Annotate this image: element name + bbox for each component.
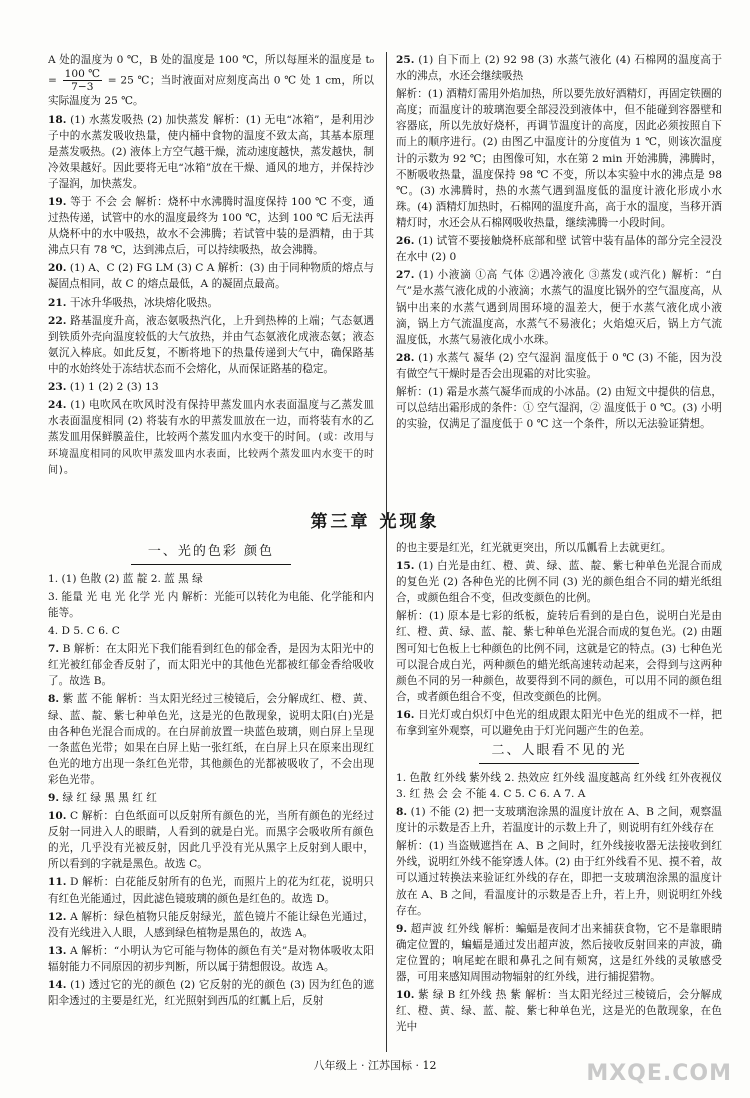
answer-number: 24. [48, 399, 67, 412]
handwritten-note: (或汽化) [622, 270, 668, 282]
answer-22 [48, 313, 374, 377]
answer-8 [396, 804, 722, 836]
answer-number: 10. [396, 989, 415, 1002]
answer-number: 27. [396, 269, 415, 282]
answer-line-3: 3. 能量 光 电 光 化学 光 内 解析：光能可以转化为电能、化学能和内能等。 [48, 590, 374, 619]
answer-24 [48, 397, 374, 478]
fraction-denominator: 7−3 [71, 81, 94, 94]
answer-9 [48, 790, 374, 806]
column-divider [386, 52, 387, 1052]
answer-text: D 解析：白花能反射所有的色光，而照片上的花为红花，说明只有红色光能通过，因此滤色镜玻璃的颜色是红色的。故选 D。 [48, 876, 374, 905]
answer-15 [396, 558, 722, 606]
answer-text: C 解析：白色纸面可以反射所有颜色的光，当所有颜色的光经过反射一同进入人的眼睛，人看到的就是白光。而黑字会吸收所有颜色的光，几乎没有光被反射，因此几乎没有光从黑字上反射到人眼中，所以看到的字就是黑色。故选 C。 [48, 810, 374, 871]
section-underline [479, 763, 639, 764]
answer-number: 28. [396, 351, 415, 364]
section-underline [131, 564, 291, 565]
answer-13 [48, 943, 374, 975]
answer-10 [396, 987, 722, 1035]
fraction-numerator: 100 ℃ [64, 68, 101, 81]
answer-21 [48, 295, 374, 311]
answer-number: 10. [48, 810, 67, 823]
answer-text: 绿 红 绿 黑 黑 红 红 [62, 791, 157, 804]
handwritten-note: (或：改用与环境温度相同的风吹甲蒸发皿内水表面，比较两个蒸发皿内水变干的时间)。 [48, 432, 374, 476]
answer-text: A 解析：“小明认为它可能与物体的颜色有关”是对物体吸收太阳辐射能力不同原因的初步判断，所以属于猜想假设。故选 A。 [48, 944, 374, 973]
answer-number: 26. [396, 235, 415, 248]
answer-8-analysis: 解析：(1) 当盗贼遮挡在 A、B 之间时，红外线接收器无法接收到红外线，说明红外线不能穿透人体。(2) 由于红外线看不见、摸不着，故可以通过转换法来验证红外线的存在，即把一支玻璃泡涂黑的温度计放在 A、B 之间，看温度计的示数是否上升，若上升，则说明红外线存在。 [396, 840, 722, 917]
answer-number: 7. [48, 643, 60, 656]
answer-28-analysis: 解析：(1) 霜是水蒸气凝华而成的小冰晶。(2) 由短文中提供的信息，可以总结出霜形成的条件：① 空气湿润，② 温度低于 0 ℃。(3) 小明的实验，仅满足了温度低于 0 ℃ 这一个条件，所以无法验证猜想。 [396, 385, 722, 431]
section-heading-text: 二、人眼看不见的光 [491, 743, 627, 759]
answer-text: (1) 水蒸发吸热 (2) 加快蒸发 解析：(1) 无电“冰箱”，是利用沙子中的水蒸发吸收热量，使内桶中食物的温度不致太高，其基本原理是蒸发吸热。(2) 液体上方空气越干燥，流动速度越快，蒸发越快，制冷效果越好。因此要将无电“冰箱”放在干燥、通风的地方，并保持沙子湿润，加快蒸发。 [48, 113, 374, 190]
answer-11 [48, 874, 374, 906]
answer-16 [396, 707, 722, 739]
answer-number: 11. [48, 876, 67, 889]
answer-number: 9. [48, 791, 60, 804]
answer-8 [48, 691, 374, 788]
answer-7 [48, 641, 374, 689]
answer-text: (1) 白光是由红、橙、黄、绿、蓝、靛、紫七种单色光混合而成的复色光 (2) 各种色光的比例不同 (3) 光的颜色组合不同的蜡光纸组合，或颜色组合不变，但改变颜色的比例。 [396, 560, 722, 605]
answer-number: 9. [396, 922, 408, 935]
answer-number: 20. [48, 262, 67, 275]
answer-line-4: 4. D 5. C 6. C [48, 625, 120, 638]
answer-25-analysis: 解析：(1) 酒精灯需用外焰加热，所以要先放好酒精灯，再固定铁圈的高度；而温度计的玻璃泡要全部浸没到液体中，但不能碰到容器壁和容器底，所以先放好烧杯，再调节温度计的高度，因此必须按照自下而上的顺序进行。(2) 由图乙中温度计的分度值为 1 ℃，则该次温度计的示数为 92 ℃；由图像可知，水在第 2 min 开始沸腾，沸腾时，不断吸收热量，温度保持 98 ℃ 不变，所以本实验中水的沸点是 98 ℃。(3) 水沸腾时，热的水蒸气遇到温度低的温度计液化形成小水珠。(4) 酒精灯加热时，石棉网的温度升高，高于水的温度，当移开酒精灯时，水还会从石棉网吸收热量，继续沸腾一小段时间。 [396, 88, 722, 229]
answer-text: B 解析：在太阳光下我们能看到红色的郁金香，是因为太阳光中的红光被红郁金香反射了，而太阳光中的其他色光都被红郁金香给吸收了。故选 B。 [48, 643, 374, 688]
right-bottom-column [396, 540, 722, 1052]
answer-text: (1) 电吹风在吹风时没有保持甲蒸发皿内水表面温度与乙蒸发皿水表面温度相同 (2) 将装有水的甲蒸发皿放在一边，而将装有水的乙蒸发皿用保鲜膜盖住，比较两个蒸发皿内水变干的时间。 [48, 399, 374, 444]
right-top-column [396, 52, 722, 504]
answer-number: 15. [396, 560, 415, 573]
answer-text: (1) 自下而上 (2) 92 98 (3) 水蒸气液化 (4) 石棉网的温度高于水的沸点，水还会继续吸热 [396, 54, 722, 83]
answer-10 [48, 808, 374, 872]
answer-number: 21. [48, 296, 67, 309]
page-footer: 八年级上 · 江苏国标 · 12 [313, 1059, 437, 1072]
answer-28 [396, 350, 722, 382]
answer-17-continuation [48, 52, 374, 110]
answer-text: 干冰升华吸热，冰块熔化吸热。 [69, 296, 219, 309]
answer-number: 16. [396, 708, 415, 721]
answer-number: 18. [48, 113, 67, 126]
answer-27 [396, 267, 722, 348]
answer-number: 8. [48, 693, 60, 706]
answer-text: (1) 不能 (2) 把一支玻璃泡涂黑的温度计放在 A、B 之间，观察温度计的示数是否上升，若温度计的示数上升了，则说明有红外线存在 [396, 806, 722, 835]
answer-text: (1) 1 (2) 2 (3) 13 [69, 381, 159, 394]
answer-text: A 解析：绿色植物只能反射绿光，蓝色镜片不能让绿色光通过，没有光线进入人眼，人感到绿色植物是黑色的，故选 A。 [48, 910, 374, 939]
answer-text: 等于 不会 会 解析：烧杯中水沸腾时温度保持 100 ℃ 不变，通过热传递，试管中的水的温度最终为 100 ℃，达到 100 ℃ 后无法再从烧杯中的水中吸热，故水不会沸腾；若试管中装的是酒精，由于其沸点只有 78 ℃，达到沸点后，可以持续吸热，故会沸腾。 [48, 196, 374, 257]
answer-text: 路基温度升高，液态氨吸热汽化，上升到热棒的上端；气态氨遇到铁质外壳向温度较低的大气放热，并由气态氨液化成液态氨；液态氨沉入棒底。如此反复，不断将地下的热量传递到大气中，确保路基中的水始终处于冻结状态而不会熔化，从而保证路基的稳定。 [48, 314, 374, 375]
answer-line-1: 1. 色散 红外线 紫外线 2. 热效应 红外线 温度越高 红外线 红外夜视仪 3. 红 热 会 会 不能 4. C 5. C 6. A 7. A [396, 771, 722, 800]
answer-text: (1) 水蒸气 凝华 (2) 空气湿润 温度低于 0 ℃ (3) 不能，因为没有做空气干燥时是否会出现霜的对比实验。 [396, 351, 722, 380]
answer-26 [396, 233, 722, 265]
answer-text: A 处的温度为 0 ℃，B 处的温度是 100 ℃，所以每厘米的温度是 t₀ = [48, 54, 374, 87]
answer-number: 12. [48, 910, 67, 923]
left-bottom-column [48, 540, 374, 1052]
answer-text: (1) A、C (2) FG LM (3) C A 解析：(3) 由于同种物质的熔点与凝固点相同，故 C 的熔点最低，A 的凝固点最高。 [48, 262, 374, 291]
section-heading [396, 741, 722, 764]
answer-number: 22. [48, 314, 67, 327]
answer-number: 25. [396, 54, 415, 66]
watermark: MXQE.COM [586, 1060, 732, 1086]
answer-number: 13. [48, 944, 67, 957]
fraction [63, 68, 102, 93]
section-heading-text: 一、光的色彩 颜色 [147, 544, 275, 559]
answer-text: = 25 ℃；当时液面对应刻度高出 0 ℃ 处 1 cm，所以实际温度为 25 ℃。 [48, 74, 374, 108]
answer-number: 19. [48, 196, 67, 208]
chapter-title: 第三章 光现象 [310, 512, 440, 532]
answer-text: 紫 蓝 不能 解析：当太阳光经过三棱镜后，会分解成红、橙、黄、绿、蓝、靛、紫七种单色光，这是光的色散现象，说明太阳(白)光是由各种色光混合而成的。在白屏前放置一块蓝色玻璃，则白屏上呈现一条蓝色光带；如果在白屏上贴一张红纸，在白屏上只在原来出现红色光的地方出现一条红色光带，其他颜色的光都被吸收了，不会出现彩色光带。 [48, 693, 374, 786]
answer-line-1: 1. (1) 色散 (2) 蓝 靛 2. 蓝 黑 绿 [48, 572, 203, 585]
left-top-column [48, 52, 374, 504]
answer-12 [48, 909, 374, 941]
answer-25 [396, 52, 722, 84]
answer-14 [48, 977, 374, 1009]
answer-20 [48, 260, 374, 292]
answer-number: 14. [48, 979, 67, 991]
answer-text: 超声波 红外线 解析：蝙蝠是夜间才出来捕获食物，它不是靠眼睛确定位置的，蝙蝠是通过发出超声波，然后接收反射回来的声波，确定位置的；响尾蛇在眼和鼻孔之间有颊窝，这是红外线的灵敏感受器，可用来感知周围动物辐射的红外线，进行捕捉猎物。 [396, 922, 722, 983]
answer-9 [396, 921, 722, 985]
answer-19 [48, 194, 374, 258]
answer-text: 紫 绿 B 红外线 热 紫 解析：当太阳光经过三棱镜后，会分解成红、橙、黄、绿、蓝、靛、紫七种单色光，这是光的色散现象，在色光中 [396, 989, 722, 1034]
answer-text: (1) 试管不要接触烧杯底部和壁 试管中装有晶体的部分完全浸没在水中 (2) 0 [396, 235, 722, 264]
answer-18 [48, 112, 374, 192]
answer-text: (1) 透过它的光的颜色 (2) 它反射的光的颜色 (3) 因为红色的遮阳伞透过的主要是红光，红光照射到西瓜的红瓤上后，反射 [48, 979, 374, 1008]
answer-text: 解析：“白气”是水蒸气液化成的小液滴；水蒸气的温度比锅外的空气温度高，从锅中出来的水蒸气遇到周围环境的温差大，便于水蒸气液化成小液滴，锅上方气流温度高，水蒸气不易液化；火焰熄灭后，锅上方气流温度低，水蒸气易液化成小水珠。 [396, 269, 722, 346]
answer-text: (1) 小液滴 ①高 气体 ②遇冷液化 ③蒸发 [418, 269, 623, 282]
section-heading [48, 542, 374, 565]
answer-number: 23. [48, 381, 67, 394]
answer-14-continuation: 的也主要是红光，红光就更突出，所以瓜瓤看上去就更红。 [396, 542, 672, 554]
answer-number: 8. [396, 806, 408, 819]
answer-15-analysis: 解析：(1) 原本是七彩的纸板，旋转后看到的是白色，说明白光是由红、橙、黄、绿、蓝、靛、紫七种单色光混合而成的复色光。(2) 由题图可知七色板上七种颜色的比例不同，这就是它的特点。(3) 七种色光可以混合成白光，两种颜色的蜡光纸高速转动起来，会得到与这两种颜色不同的另一种颜色，故要得到不同的颜色，可以用不同的颜色组合，或者颜色组合不变，但改变颜色的比例。 [396, 610, 722, 703]
answer-23 [48, 379, 374, 395]
answer-text: 日光灯或白炽灯中色光的组成跟太阳光中色光的组成不一样，把布拿到室外观察，可以避免由于灯光问题产生的色差。 [396, 708, 722, 738]
